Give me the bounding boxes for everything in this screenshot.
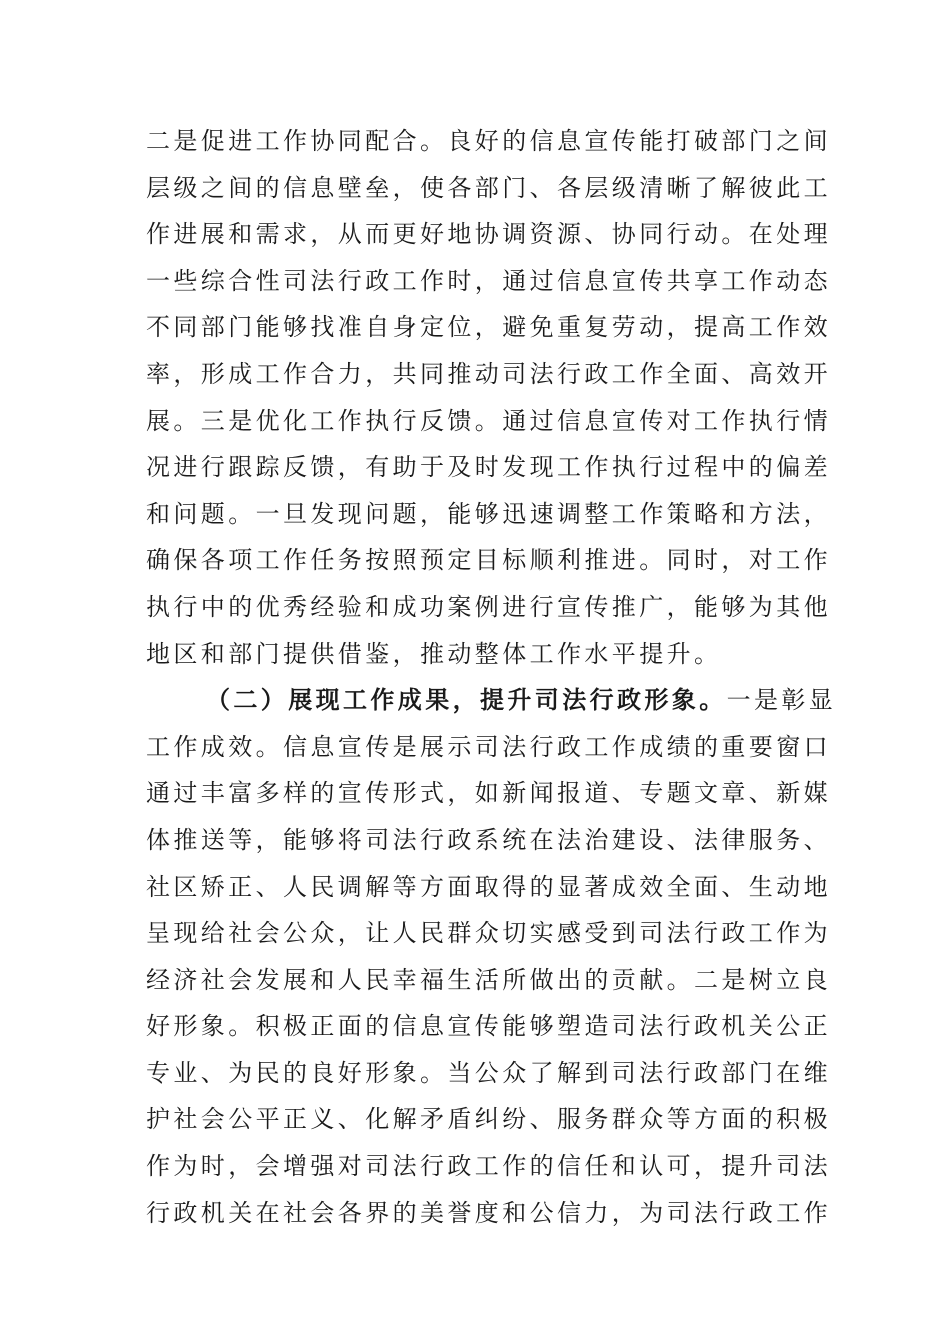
text-line: 呈现给社会公众，让人民群众切实感受到司法行政工作为 [146, 919, 831, 948]
text-line: 率，形成工作合力，共同推动司法行政工作全面、高效开 [146, 359, 831, 388]
text-line: 地区和部门提供借鉴，推动整体工作水平提升。 [146, 639, 722, 668]
text-line: 社区矫正、人民调解等方面取得的显著成效全面、生动地 [146, 872, 831, 901]
text-line: 好形象。积极正面的信息宣传能够塑造司法行政机关公正 [146, 1012, 831, 1041]
text-line: 护社会公平正义、化解矛盾纠纷、服务群众等方面的积极 [146, 1105, 831, 1134]
text-line: 行政机关在社会各界的美誉度和公信力，为司法行政工作 [146, 1198, 831, 1227]
section-heading-tail: 一是彰显 [726, 686, 837, 715]
text-line: 一些综合性司法行政工作时，通过信息宣传共享工作动态 [146, 266, 831, 295]
text-line: 经济社会发展和人民幸福生活所做出的贡献。二是树立良 [146, 965, 831, 994]
section-heading: （二）展现工作成果，提升司法行政形象。 [206, 685, 727, 715]
text-line: 二是促进工作协同配合。良好的信息宣传能打破部门之间 [146, 127, 831, 155]
text-line: 作进展和需求，从而更好地协调资源、协同行动。在处理 [146, 220, 831, 249]
text-line: 确保各项工作任务按照预定目标顺利推进。同时，对工作 [146, 546, 831, 575]
document-body [146, 118, 837, 1236]
text-line: 展。三是优化工作执行反馈。通过信息宣传对工作执行情 [146, 406, 831, 435]
text-line: 通过丰富多样的宣传形式，如新闻报道、专题文章、新媒 [146, 779, 831, 808]
text-line: 专业、为民的良好形象。当公众了解到司法行政部门在维 [146, 1058, 831, 1087]
text-line: 况进行跟踪反馈，有助于及时发现工作执行过程中的偏差 [146, 453, 831, 482]
text-line: 作为时，会增强对司法行政工作的信任和认可，提升司法 [146, 1152, 831, 1181]
text-line: 不同部门能够找准自身定位，避免重复劳动，提高工作效 [146, 313, 831, 342]
text-line: 执行中的优秀经验和成功案例进行宣传推广，能够为其他 [146, 592, 831, 621]
text-line: 层级之间的信息壁垒，使各部门、各层级清晰了解彼此工 [146, 173, 831, 202]
section-heading-line [146, 677, 837, 724]
text-line: 工作成效。信息宣传是展示司法行政工作成绩的重要窗口 [146, 732, 831, 761]
text-line: 和问题。一旦发现问题，能够迅速调整工作策略和方法， [146, 499, 831, 528]
text-line: 体推送等，能够将司法行政系统在法治建设、法律服务、 [146, 825, 831, 854]
